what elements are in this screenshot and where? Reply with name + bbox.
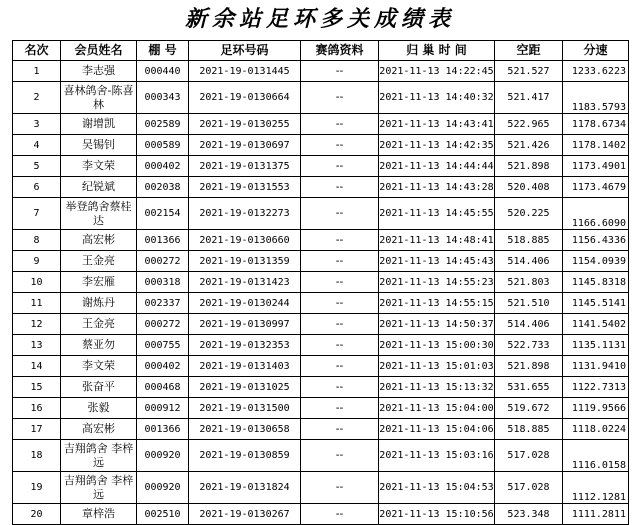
distance-cell: 521.803 (495, 272, 563, 293)
member-name-cell: 李文荣 (61, 356, 137, 377)
ring-number-cell: 2021-19-0130660 (189, 230, 301, 251)
speed-cell: 1118.0224 (563, 419, 629, 440)
shed-number-cell: 000912 (137, 398, 189, 419)
pigeon-info-cell: -- (301, 61, 379, 82)
shed-number-cell: 000468 (137, 377, 189, 398)
pigeon-info-cell: -- (301, 177, 379, 198)
page-title: 新余站足环多关成绩表 (184, 6, 455, 32)
ring-number-cell: 2021-19-0130697 (189, 135, 301, 156)
table-row (13, 356, 629, 377)
ring-number-cell: 2021-19-0131553 (189, 177, 301, 198)
shed-number-cell: 000318 (137, 272, 189, 293)
shed-number-cell: 001366 (137, 419, 189, 440)
pigeon-info-cell: -- (301, 135, 379, 156)
rank-cell: 2 (13, 82, 61, 114)
member-name-cell: 李文荣 (61, 156, 137, 177)
speed-cell: 1173.4679 (563, 177, 629, 198)
pigeon-info-cell: -- (301, 504, 379, 525)
pigeon-info-cell: -- (301, 82, 379, 114)
rank-cell: 18 (13, 440, 61, 472)
pigeon-info-cell: -- (301, 377, 379, 398)
header-shed-number: 棚 号 (137, 41, 189, 61)
table-row (13, 251, 629, 272)
shed-number-cell: 000920 (137, 440, 189, 472)
shed-number-cell: 002589 (137, 114, 189, 135)
rank-cell: 20 (13, 504, 61, 525)
ring-number-cell: 2021-19-0132273 (189, 198, 301, 230)
member-name-cell: 张毅 (61, 398, 137, 419)
speed-cell: 1166.6090 (563, 198, 629, 230)
member-name-cell: 章梓浩 (61, 504, 137, 525)
distance-cell: 523.348 (495, 504, 563, 525)
ring-number-cell: 2021-19-0130267 (189, 504, 301, 525)
table-row (13, 156, 629, 177)
header-arrival-time: 归 巢 时 间 (379, 41, 495, 61)
shed-number-cell: 001366 (137, 230, 189, 251)
distance-cell: 521.898 (495, 156, 563, 177)
rank-cell: 3 (13, 114, 61, 135)
arrival-time-cell: 2021-11-13 14:44:44 (379, 156, 495, 177)
pigeon-info-cell: -- (301, 356, 379, 377)
arrival-time-cell: 2021-11-13 15:03:16 (379, 440, 495, 472)
table-row (13, 177, 629, 198)
speed-cell: 1154.0939 (563, 251, 629, 272)
member-name-cell: 谢增凯 (61, 114, 137, 135)
distance-cell: 531.655 (495, 377, 563, 398)
arrival-time-cell: 2021-11-13 14:43:28 (379, 177, 495, 198)
ring-number-cell: 2021-19-0130859 (189, 440, 301, 472)
member-name-cell: 纪锐斌 (61, 177, 137, 198)
rank-cell: 10 (13, 272, 61, 293)
arrival-time-cell: 2021-11-13 15:00:30 (379, 335, 495, 356)
member-name-cell: 吴锡钊 (61, 135, 137, 156)
pigeon-info-cell: -- (301, 419, 379, 440)
table-row (13, 314, 629, 335)
ring-number-cell: 2021-19-0130255 (189, 114, 301, 135)
table-row (13, 135, 629, 156)
rank-cell: 8 (13, 230, 61, 251)
pigeon-info-cell: -- (301, 314, 379, 335)
member-name-cell: 张奋平 (61, 377, 137, 398)
table-row (13, 504, 629, 525)
shed-number-cell: 002337 (137, 293, 189, 314)
shed-number-cell: 000272 (137, 314, 189, 335)
pigeon-info-cell: -- (301, 198, 379, 230)
rank-cell: 7 (13, 198, 61, 230)
speed-cell: 1156.4336 (563, 230, 629, 251)
header-rank: 名次 (13, 41, 61, 61)
arrival-time-cell: 2021-11-13 14:55:15 (379, 293, 495, 314)
pigeon-info-cell: -- (301, 230, 379, 251)
shed-number-cell: 000343 (137, 82, 189, 114)
distance-cell: 521.898 (495, 356, 563, 377)
shed-number-cell: 002510 (137, 504, 189, 525)
ring-number-cell: 2021-19-0130658 (189, 419, 301, 440)
arrival-time-cell: 2021-11-13 15:04:53 (379, 472, 495, 504)
header-pigeon-info: 赛鸽资料 (301, 41, 379, 61)
speed-cell: 1141.5402 (563, 314, 629, 335)
arrival-time-cell: 2021-11-13 14:43:41 (379, 114, 495, 135)
pigeon-info-cell: -- (301, 472, 379, 504)
table-row (13, 230, 629, 251)
distance-cell: 521.527 (495, 61, 563, 82)
shed-number-cell: 000755 (137, 335, 189, 356)
distance-cell: 520.408 (495, 177, 563, 198)
table-row (13, 335, 629, 356)
distance-cell: 521.426 (495, 135, 563, 156)
table-row (13, 398, 629, 419)
distance-cell: 521.417 (495, 82, 563, 114)
rank-cell: 1 (13, 61, 61, 82)
speed-cell: 1135.1131 (563, 335, 629, 356)
member-name-cell: 高宏彬 (61, 230, 137, 251)
rank-cell: 13 (13, 335, 61, 356)
table-row (13, 377, 629, 398)
member-name-cell: 蔡亚勿 (61, 335, 137, 356)
ring-number-cell: 2021-19-0131500 (189, 398, 301, 419)
member-name-cell: 高宏彬 (61, 419, 137, 440)
speed-cell: 1119.9566 (563, 398, 629, 419)
rank-cell: 19 (13, 472, 61, 504)
member-name-cell: 吉翔鸽舍 李梓远 (61, 472, 137, 504)
table-body (13, 61, 629, 525)
pigeon-info-cell: -- (301, 272, 379, 293)
results-table (12, 40, 629, 525)
speed-cell: 1145.8318 (563, 272, 629, 293)
pigeon-info-cell: -- (301, 398, 379, 419)
rank-cell: 16 (13, 398, 61, 419)
speed-cell: 1178.6734 (563, 114, 629, 135)
pigeon-info-cell: -- (301, 251, 379, 272)
shed-number-cell: 000920 (137, 472, 189, 504)
distance-cell: 522.733 (495, 335, 563, 356)
member-name-cell: 举登鸽舍蔡桂达 (61, 198, 137, 230)
header-speed: 分速 (563, 41, 629, 61)
distance-cell: 517.028 (495, 440, 563, 472)
arrival-time-cell: 2021-11-13 15:04:06 (379, 419, 495, 440)
member-name-cell: 王金亮 (61, 251, 137, 272)
pigeon-info-cell: -- (301, 335, 379, 356)
member-name-cell: 谢炼丹 (61, 293, 137, 314)
distance-cell: 520.225 (495, 198, 563, 230)
distance-cell: 519.672 (495, 398, 563, 419)
arrival-time-cell: 2021-11-13 14:50:37 (379, 314, 495, 335)
speed-cell: 1173.4901 (563, 156, 629, 177)
table-row (13, 293, 629, 314)
rank-cell: 14 (13, 356, 61, 377)
arrival-time-cell: 2021-11-13 15:10:56 (379, 504, 495, 525)
member-name-cell: 喜林鸽舍-陈喜林 (61, 82, 137, 114)
speed-cell: 1112.1281 (563, 472, 629, 504)
arrival-time-cell: 2021-11-13 15:13:32 (379, 377, 495, 398)
distance-cell: 522.965 (495, 114, 563, 135)
member-name-cell: 李宏雁 (61, 272, 137, 293)
distance-cell: 514.406 (495, 314, 563, 335)
arrival-time-cell: 2021-11-13 14:45:43 (379, 251, 495, 272)
member-name-cell: 李志强 (61, 61, 137, 82)
table-row (13, 61, 629, 82)
rank-cell: 6 (13, 177, 61, 198)
shed-number-cell: 002154 (137, 198, 189, 230)
shed-number-cell: 000589 (137, 135, 189, 156)
member-name-cell: 吉翔鸽舍 李梓远 (61, 440, 137, 472)
ring-number-cell: 2021-19-0131403 (189, 356, 301, 377)
arrival-time-cell: 2021-11-13 14:42:35 (379, 135, 495, 156)
ring-number-cell: 2021-19-0131359 (189, 251, 301, 272)
pigeon-info-cell: -- (301, 293, 379, 314)
shed-number-cell: 000402 (137, 356, 189, 377)
arrival-time-cell: 2021-11-13 15:01:03 (379, 356, 495, 377)
ring-number-cell: 2021-19-0131375 (189, 156, 301, 177)
distance-cell: 514.406 (495, 251, 563, 272)
ring-number-cell: 2021-19-0131025 (189, 377, 301, 398)
shed-number-cell: 002038 (137, 177, 189, 198)
speed-cell: 1111.2811 (563, 504, 629, 525)
speed-cell: 1183.5793 (563, 82, 629, 114)
rank-cell: 17 (13, 419, 61, 440)
rank-cell: 11 (13, 293, 61, 314)
rank-cell: 5 (13, 156, 61, 177)
shed-number-cell: 000402 (137, 156, 189, 177)
speed-cell: 1233.6223 (563, 61, 629, 82)
arrival-time-cell: 2021-11-13 14:40:32 (379, 82, 495, 114)
arrival-time-cell: 2021-11-13 14:48:41 (379, 230, 495, 251)
speed-cell: 1122.7313 (563, 377, 629, 398)
ring-number-cell: 2021-19-0130244 (189, 293, 301, 314)
table-row (13, 114, 629, 135)
rank-cell: 4 (13, 135, 61, 156)
shed-number-cell: 000440 (137, 61, 189, 82)
pigeon-info-cell: -- (301, 114, 379, 135)
table-row (13, 419, 629, 440)
ring-number-cell: 2021-19-0132353 (189, 335, 301, 356)
speed-cell: 1131.9410 (563, 356, 629, 377)
table-row (13, 272, 629, 293)
rank-cell: 12 (13, 314, 61, 335)
table-header-row (13, 41, 629, 61)
table-row (13, 472, 629, 504)
rank-cell: 9 (13, 251, 61, 272)
arrival-time-cell: 2021-11-13 14:45:55 (379, 198, 495, 230)
distance-cell: 517.028 (495, 472, 563, 504)
speed-cell: 1178.1402 (563, 135, 629, 156)
table-row (13, 82, 629, 114)
rank-cell: 15 (13, 377, 61, 398)
pigeon-info-cell: -- (301, 156, 379, 177)
speed-cell: 1145.5141 (563, 293, 629, 314)
ring-number-cell: 2021-19-0131423 (189, 272, 301, 293)
distance-cell: 521.510 (495, 293, 563, 314)
member-name-cell: 王金亮 (61, 314, 137, 335)
header-distance: 空距 (495, 41, 563, 61)
ring-number-cell: 2021-19-0131824 (189, 472, 301, 504)
header-ring-number: 足环号码 (189, 41, 301, 61)
arrival-time-cell: 2021-11-13 15:04:00 (379, 398, 495, 419)
ring-number-cell: 2021-19-0130664 (189, 82, 301, 114)
arrival-time-cell: 2021-11-13 14:22:45 (379, 61, 495, 82)
arrival-time-cell: 2021-11-13 14:55:23 (379, 272, 495, 293)
table-row (13, 198, 629, 230)
distance-cell: 518.885 (495, 419, 563, 440)
ring-number-cell: 2021-19-0130997 (189, 314, 301, 335)
speed-cell: 1116.0158 (563, 440, 629, 472)
table-row (13, 440, 629, 472)
pigeon-info-cell: -- (301, 440, 379, 472)
distance-cell: 518.885 (495, 230, 563, 251)
header-member-name: 会员姓名 (61, 41, 137, 61)
ring-number-cell: 2021-19-0131445 (189, 61, 301, 82)
shed-number-cell: 000272 (137, 251, 189, 272)
